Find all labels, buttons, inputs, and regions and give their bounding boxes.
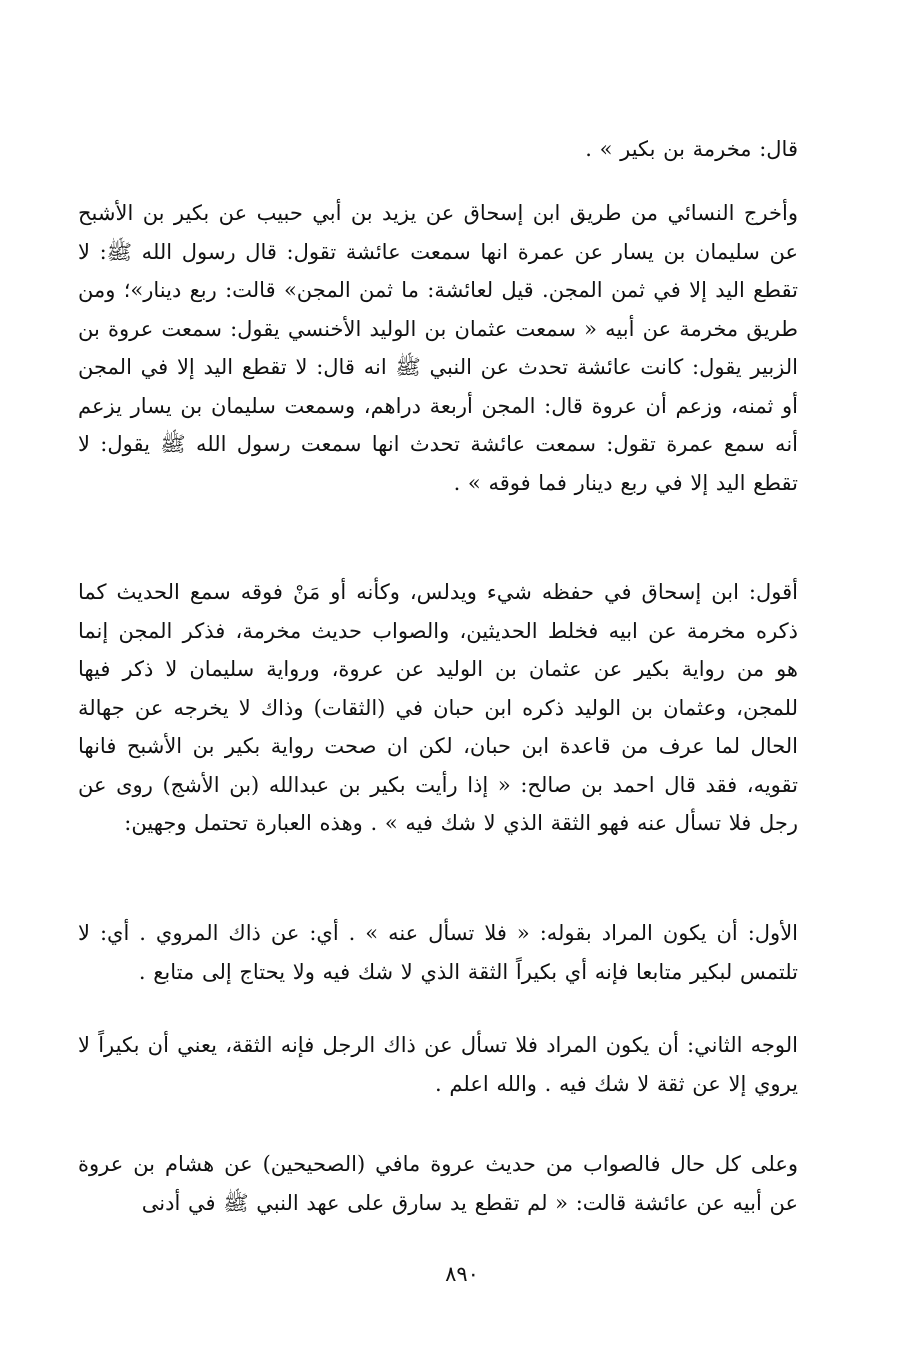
paragraph-intro: قال: مخرمة بن بكير » . xyxy=(585,137,798,161)
paragraph-nasai-narration: وأخرج النسائي من طريق ابن إسحاق عن يزيد بن أبي حبيب عن بكير بن الأشبح عن سليمان بن يسار عن عمرة انها سمعت عائشة تقول: قال رسول الله ﷺ: لا تقطع اليد إلا في ثمن المجن. قيل لعائشة: ما ثمن المجن» قالت: ربع دينار»؛ ومن طريق مخرمة عن أبيه « سمعت عثمان بن الوليد الأخنسي يقول: سمعت عروة بن الزبير يقول: كانت عائشة تحدث عن النبي ﷺ انه قال: لا تقطع اليد إلا في المجن أو ثمنه، وزعم أن عروة قال: المجن أربعة دراهم، وسمعت سليمان بن يسار يزعم أنه سمع عمرة تقول: سمعت عائشة تحدث انها سمعت رسول الله ﷺ يقول: لا تقطع اليد إلا في ربع دينار فما فوقه » . xyxy=(78,201,798,495)
paragraph-conclusion: وعلى كل حال فالصواب من حديث عروة مافي (الصحيحين) عن هشام بن عروة عن أبيه عن عائشة قالت: « لم تقطع يد سارق على عهد النبي ﷺ في أدنى xyxy=(78,1152,798,1215)
paragraph-commentary: أقول: ابن إسحاق في حفظه شيء ويدلس، وكأنه أو مَنْ فوقه سمع الحديث كما ذكره مخرمة عن ابيه فخلط الحديثين، والصواب حديث مخرمة، فذكر المجن إنما هو من رواية بكير عن عثمان بن الوليد عن عروة، ورواية سليمان لا ذكر فيها للمجن، وعثمان بن الوليد ذكره ابن حبان في (الثقات) وذاك لا يخرجه عن جهالة الحال لما عرف من قاعدة ابن حبان، لكن ان صحت رواية بكير بن الأشبح فانها تقويه، فقد قال احمد بن صالح: « إذا رأيت بكير بن عبدالله (بن الأشج) روى عن رجل فلا تسأل عنه فهو الثقة الذي لا شك فيه » . وهذه العبارة تحتمل وجهين: xyxy=(78,580,798,835)
page-number: ٨٩٠ xyxy=(445,1262,479,1286)
paragraph-second-aspect: الوجه الثاني: أن يكون المراد فلا تسأل عن ذاك الرجل فإنه الثقة، يعني أن بكيراً لا يروي إلا عن ثقة لا شك فيه . والله اعلم . xyxy=(78,1033,798,1096)
paragraph-first-aspect: الأول: أن يكون المراد بقوله: « فلا تسأل عنه » . أي: عن ذاك المروي . أي: لا تلتمس لبكير متابعا فإنه أي بكيراً الثقة الذي لا شك فيه ولا يحتاج إلى متابع . xyxy=(78,921,798,984)
